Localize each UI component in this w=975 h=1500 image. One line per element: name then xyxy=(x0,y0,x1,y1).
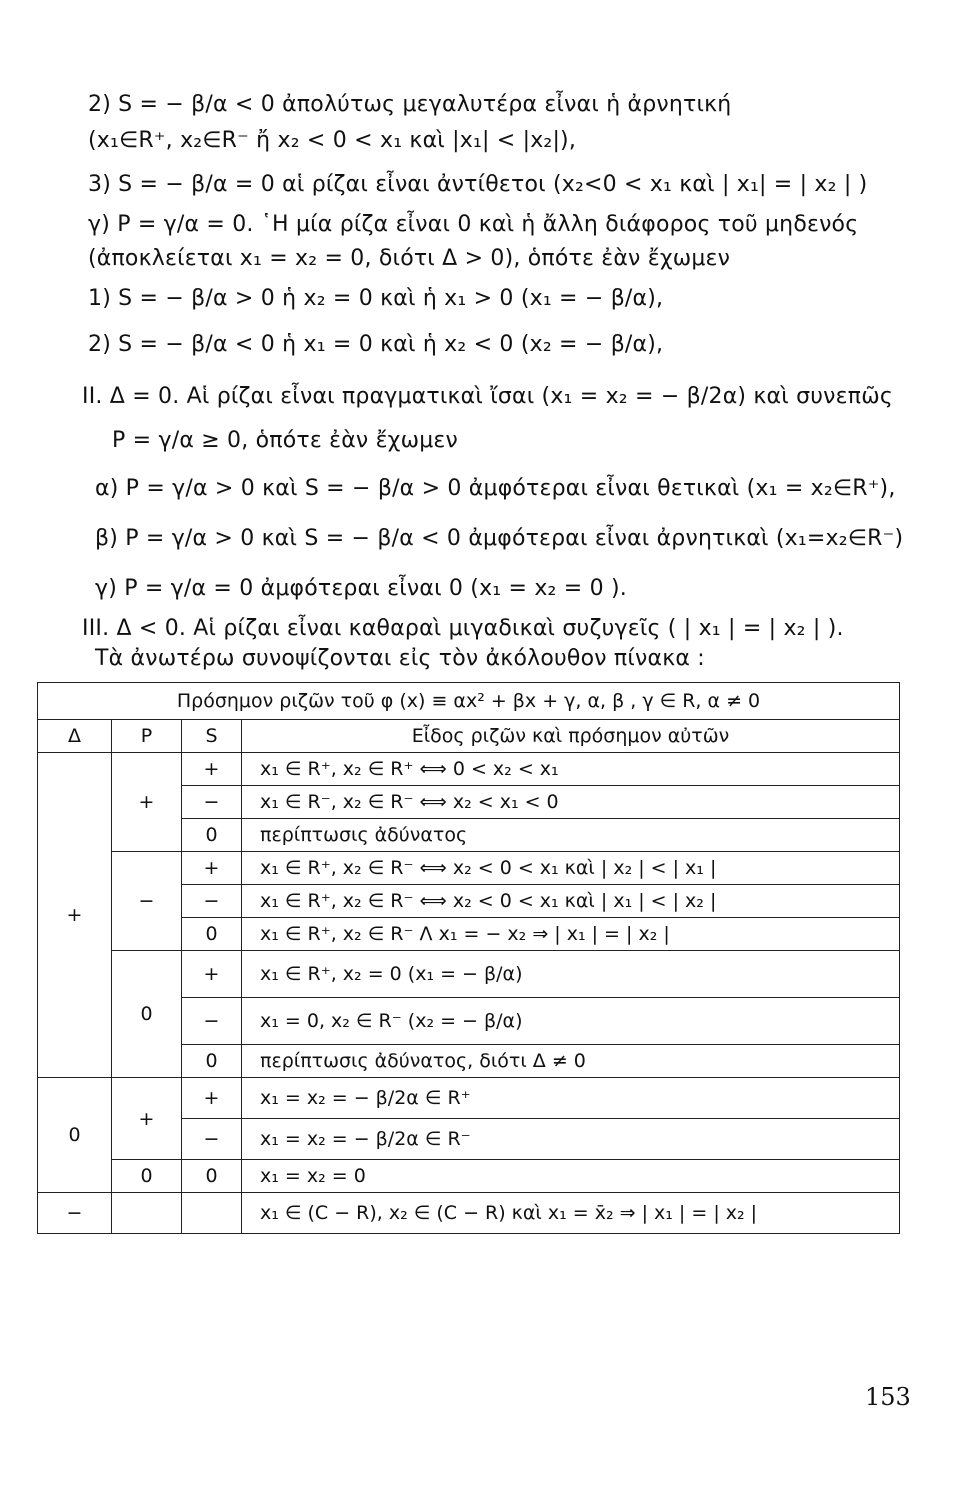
delta-cell: − xyxy=(38,1193,112,1234)
kind-cell: x₁ ∈ R⁺, x₂ = 0 (x₁ = − β/α) xyxy=(242,951,900,998)
kind-cell: περίπτωσις ἀδύνατος xyxy=(242,819,900,852)
kind-cell: x₁ = x₂ = − β/2α ∈ R⁻ xyxy=(242,1119,900,1160)
table-title: Πρόσημον ριζῶν τοῦ φ (x) ≡ αx² + βx + γ, α, β , γ ∈ R, α ≠ 0 xyxy=(38,683,900,720)
text-line: Τὰ ἀνωτέρω συνοψίζονται εἰς τὸν ἀκόλουθον πίνακα : xyxy=(95,646,705,671)
text-line: γ) P = γ/α = 0. ῾Η μία ρίζα εἶναι 0 καὶ ἡ ἄλλη διάφορος τοῦ μηδενός xyxy=(88,212,859,237)
p-cell: + xyxy=(112,1078,182,1160)
p-cell: − xyxy=(112,852,182,951)
s-cell: + xyxy=(182,951,242,998)
text-line: 3) S = − β/α = 0 αἱ ρίζαι εἶναι ἀντίθετοι (x₂<0 < x₁ καὶ | x₁| = | x₂ | ) xyxy=(88,172,868,197)
s-cell: 0 xyxy=(182,1045,242,1078)
text-line: 2) S = − β/α < 0 ἀπολύτως μεγαλυτέρα εἶναι ἡ ἀρνητική xyxy=(88,92,732,117)
kind-cell: x₁ ∈ R⁺, x₂ ∈ R⁻ ⟺ x₂ < 0 < x₁ καὶ | x₁ | < | x₂ | xyxy=(242,885,900,918)
p-cell xyxy=(112,1193,182,1234)
text-line: (x₁∈R⁺, x₂∈R⁻ ἤ x₂ < 0 < x₁ καὶ |x₁| < |x₂|), xyxy=(88,128,577,153)
s-cell: − xyxy=(182,786,242,819)
kind-cell: x₁ = x₂ = − β/2α ∈ R⁺ xyxy=(242,1078,900,1119)
p-cell: + xyxy=(112,753,182,852)
text-line: (ἀποκλείεται x₁ = x₂ = 0, διότι Δ > 0), ὁπότε ἐὰν ἔχωμεν xyxy=(88,246,731,271)
p-cell: 0 xyxy=(112,1160,182,1193)
column-header-p: P xyxy=(112,720,182,753)
s-cell: 0 xyxy=(182,1160,242,1193)
page-number: 153 xyxy=(865,1383,911,1411)
kind-cell: x₁ ∈ R⁺, x₂ ∈ R⁺ ⟺ 0 < x₂ < x₁ xyxy=(242,753,900,786)
kind-cell: περίπτωσις ἀδύνατος, διότι Δ ≠ 0 xyxy=(242,1045,900,1078)
s-cell: − xyxy=(182,1119,242,1160)
text-line: γ) P = γ/α = 0 ἀμφότεραι εἶναι 0 (x₁ = x₂ = 0 ). xyxy=(95,576,627,601)
column-header-delta: Δ xyxy=(38,720,112,753)
s-cell: 0 xyxy=(182,819,242,852)
text-line: α) P = γ/α > 0 καὶ S = − β/α > 0 ἀμφότεραι εἶναι θετικαὶ (x₁ = x₂∈R⁺), xyxy=(95,476,896,501)
s-cell: + xyxy=(182,852,242,885)
text-line: II. Δ = 0. Αἱ ρίζαι εἶναι πραγματικαὶ ἴσαι (x₁ = x₂ = − β/2α) καὶ συνεπῶς xyxy=(82,384,893,409)
text-line: β) P = γ/α > 0 καὶ S = − β/α < 0 ἀμφότεραι εἶναι ἀρνητικαὶ (x₁=x₂∈R⁻) xyxy=(95,526,904,551)
kind-cell: x₁ ∈ (C − R), x₂ ∈ (C − R) καὶ x₁ = x̄₂ ⇒ | x₁ | = | x₂ | xyxy=(242,1193,900,1234)
s-cell: − xyxy=(182,885,242,918)
kind-cell: x₁ = 0, x₂ ∈ R⁻ (x₂ = − β/α) xyxy=(242,998,900,1045)
text-line: 1) S = − β/α > 0 ἡ x₂ = 0 καὶ ἡ x₁ > 0 (x₁ = − β/α), xyxy=(88,286,664,311)
column-header-s: S xyxy=(182,720,242,753)
s-cell xyxy=(182,1193,242,1234)
p-cell: 0 xyxy=(112,951,182,1078)
s-cell: 0 xyxy=(182,918,242,951)
root-sign-table xyxy=(37,682,900,1234)
s-cell: − xyxy=(182,998,242,1045)
kind-cell: x₁ = x₂ = 0 xyxy=(242,1160,900,1193)
kind-cell: x₁ ∈ R⁺, x₂ ∈ R⁻ ⟺ x₂ < 0 < x₁ καὶ | x₂ | < | x₁ | xyxy=(242,852,900,885)
column-header-kind: Εἶδος ριζῶν καὶ πρόσημον αὐτῶν xyxy=(242,720,900,753)
kind-cell: x₁ ∈ R⁺, x₂ ∈ R⁻ Λ x₁ = − x₂ ⇒ | x₁ | = | x₂ | xyxy=(242,918,900,951)
kind-cell: x₁ ∈ R⁻, x₂ ∈ R⁻ ⟺ x₂ < x₁ < 0 xyxy=(242,786,900,819)
text-line: III. Δ < 0. Αἱ ρίζαι εἶναι καθαραὶ μιγαδικαὶ συζυγεῖς ( | x₁ | = | x₂ | ). xyxy=(82,616,844,641)
text-line: P = γ/α ≥ 0, ὁπότε ἐὰν ἔχωμεν xyxy=(112,428,458,453)
s-cell: + xyxy=(182,1078,242,1119)
delta-cell: 0 xyxy=(38,1078,112,1193)
text-line: 2) S = − β/α < 0 ἡ x₁ = 0 καὶ ἡ x₂ < 0 (x₂ = − β/α), xyxy=(88,332,664,357)
s-cell: + xyxy=(182,753,242,786)
delta-cell: + xyxy=(38,753,112,1078)
